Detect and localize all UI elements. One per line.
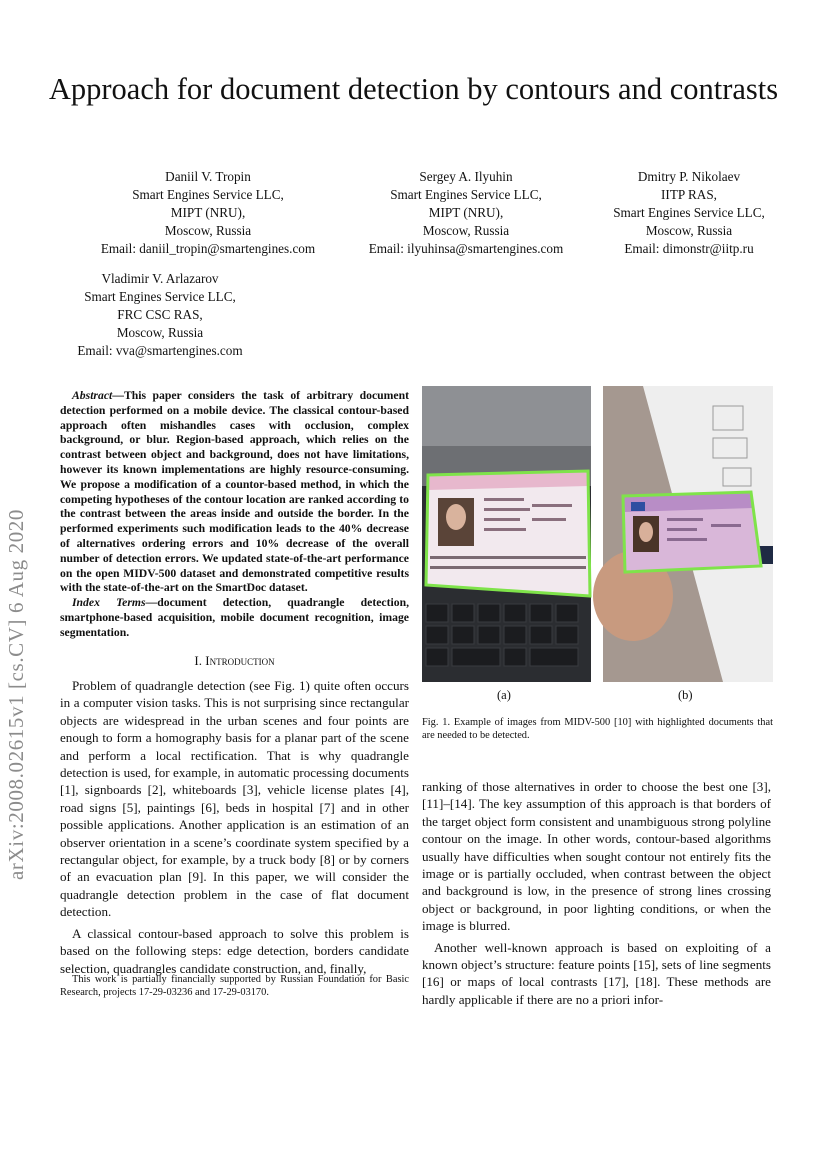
paragraph: A classical contour-based approach to solve this problem is based on the following steps: edge detection, borders candidate selection, quadrangles candidate construction, and, finally, [60,925,409,976]
arxiv-identifier[interactable]: arXiv:2008.02615v1 [cs.CV] 6 Aug 2020 [4,508,28,880]
subfigure-label-b: (b) [678,688,693,702]
author-name: Vladimir V. Arlazarov [101,271,219,286]
index-terms-text: —document detection, quadrangle detection, smartphone-based acquisition, mobile document recognition, image segmentation. [60,596,409,639]
author-email[interactable]: Email: daniil_tropin@smartengines.com [100,241,316,256]
author-block [346,168,586,258]
col2-body [422,778,771,1012]
index-terms-label: Index Terms [72,596,146,610]
abstract-label: Abstract [72,389,113,402]
intro-body [60,677,409,981]
author-block [88,168,328,258]
author-affiliation: MIPT (NRU), [170,205,246,220]
figure-1 [422,386,773,691]
author-affiliation: Moscow, Russia [422,223,510,238]
author-affiliation: MIPT (NRU), [428,205,504,220]
subfigure-label-a: (a) [497,688,511,702]
author-email[interactable]: Email: ilyuhinsa@smartengines.com [368,241,564,256]
author-email[interactable]: Email: vva@smartengines.com [77,343,243,358]
author-name: Dmitry P. Nikolaev [637,169,741,184]
section-heading [60,653,409,669]
figure-images [422,386,773,686]
author-affiliation: Moscow, Russia [645,223,733,238]
author-block [40,270,280,360]
section-number: I. [194,653,202,668]
author-affiliation: FRC CSC RAS, [117,307,203,322]
abstract [60,389,409,641]
section-title: Introduction [205,653,275,668]
author-affiliation: Smart Engines Service LLC, [132,187,284,202]
author-affiliation: IITP RAS, [661,187,717,202]
author-block [596,168,782,258]
paragraph: ranking of those alternatives in order to choose the best one [3], [11]–[14]. The key assumption of this approach is that borders of the target object form consistent and unambiguous strong polyline contour on the image. In other words, contour-based algorithms usually have difficulties when sought contour not entirely fits the image or is partially occluded, when contrast between the object and background is low, in the presence of strong lines crossing object or background, in poor lighting conditions, or when the image is blurred. [422,779,771,934]
figure-caption: Fig. 1. Example of images from MIDV-500 [10] with highlighted documents that are needed to be detected. [422,717,773,741]
author-name: Sergey A. Ilyuhin [419,169,513,184]
author-affiliation: Moscow, Russia [164,223,252,238]
author-affiliation: Smart Engines Service LLC, [613,205,765,220]
author-affiliation: Smart Engines Service LLC, [84,289,236,304]
paragraph: Problem of quadrangle detection (see Fig. 1) quite often occurs in a computer vision tasks. This is not surprising since rectangular objects are widespread in the urban scenes and four points are enough to form a homography basis for a planar part of the scene and perform a local rectification. That is why quadrangle detection is used, for example, in automatic processing documents [1], signboards [2], whiteboards [3], vehicle license plates [4], road signs [5], paintings [6], beds in hospital [7] and in other possible applications. Another application is an estimation of an observer orientation in a scene’s coordinate system specified by a rectangular object, for example, by a truck body [8] or by corners of an evacuation plan [9]. In this paper, we will consider the quadrangle detection problem in the case of flat document detection. [60,678,409,920]
figure-panel-b [593,386,773,682]
footnote: This work is partially financially supported by Russian Foundation for Basic Research, projects 17-29-03236 and 17-29-03170. [60,974,409,999]
author-name: Daniil V. Tropin [165,169,251,184]
paragraph: Another well-known approach is based on exploiting of a known object’s structure: feature points [15], sets of line segments [16] or maps of local contrasts [17], [18]. These methods are hardly applicable if there are no a priori infor- [422,939,771,1007]
abstract-text: —This paper considers the task of arbitrary document detection performed on a mobile device. The classical contour-based approach often mishandles cases with occlusion, complex background, or blur. Region-based approach, which relies on the contrast between object and background, does not have limitations, however its known implementations are highly resource-consuming. We propose a modification of a countor-based method, in which the competing hypotheses of the contour location are ranked according to the contrast between the areas inside and outside the border. In the performed experiments such modification leads to the 40% decrease of alternatives ordering errors and 10% decrease of the overall number of detection errors. We updated state-of-the-art performance on the open MIDV-500 dataset and demonstrated competitive results with the state-of-the-art on the SmartDoc dataset. [60,389,409,595]
author-affiliation: Moscow, Russia [116,325,204,340]
paper-title: Approach for document detection by contours and contrasts [48,72,779,106]
author-affiliation: Smart Engines Service LLC, [390,187,542,202]
author-email[interactable]: Email: dimonstr@iitp.ru [624,241,754,256]
figure-panel-a [422,386,591,682]
